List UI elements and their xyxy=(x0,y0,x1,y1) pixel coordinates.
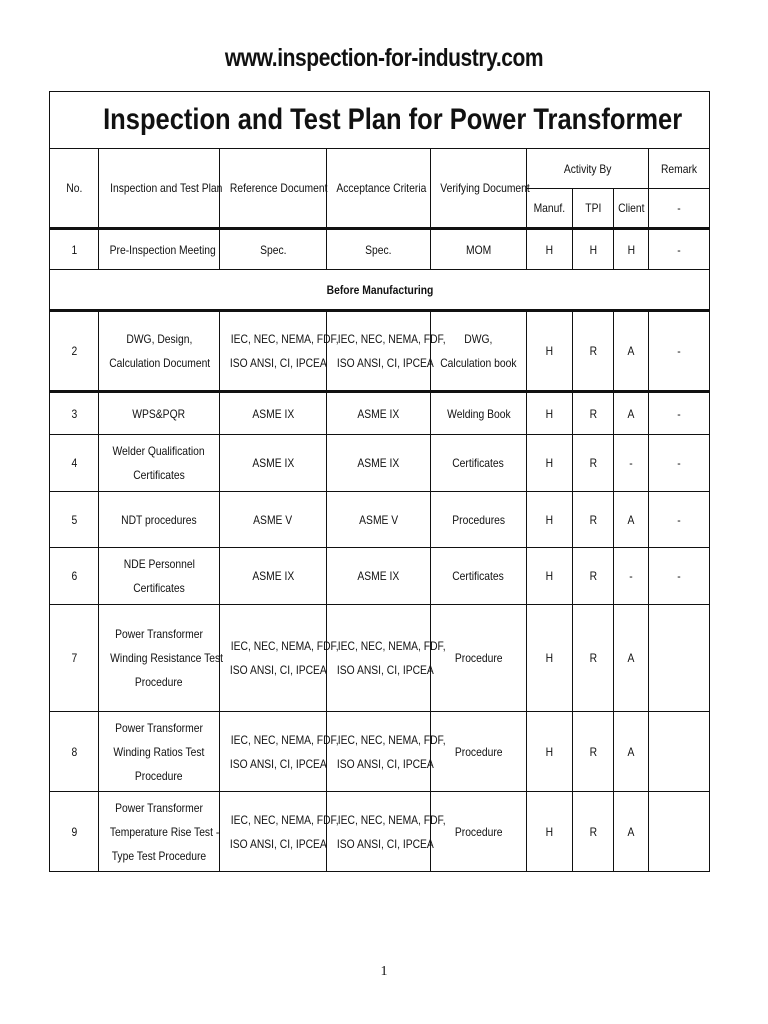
cell-remark xyxy=(649,605,710,712)
cell-verifying: Certificates xyxy=(431,548,527,605)
cell-acceptance: ASME IX xyxy=(327,392,431,435)
cell-tpi: R xyxy=(573,548,614,605)
cell-no: 7 xyxy=(50,605,99,712)
cell-plan: Welder Qualification Certificates xyxy=(99,435,220,492)
cell-acceptance: IEC, NEC, NEMA, FDF, ISO ANSI, CI, IPCEA xyxy=(327,792,431,872)
cell-remark: - xyxy=(649,311,710,392)
cell-reference: IEC, NEC, NEMA, FDF, ISO ANSI, CI, IPCEA xyxy=(220,605,327,712)
cell-no: 8 xyxy=(50,712,99,792)
header-manuf: Manuf. xyxy=(527,189,573,229)
table-row xyxy=(50,548,710,605)
table-row xyxy=(50,492,710,548)
cell-manuf: H xyxy=(527,492,573,548)
cell-acceptance: IEC, NEC, NEMA, FDF, ISO ANSI, CI, IPCEA xyxy=(327,605,431,712)
table-row xyxy=(50,435,710,492)
cell-no: 5 xyxy=(50,492,99,548)
cell-acceptance: ASME V xyxy=(327,492,431,548)
header-verifying: Verifying Document xyxy=(431,149,527,229)
table-row xyxy=(50,605,710,712)
cell-acceptance: IEC, NEC, NEMA, FDF, ISO ANSI, CI, IPCEA xyxy=(327,712,431,792)
cell-client: A xyxy=(614,392,649,435)
cell-plan: WPS&PQR xyxy=(99,392,220,435)
cell-remark: - xyxy=(649,229,710,270)
cell-plan: DWG, Design, Calculation Document xyxy=(99,311,220,392)
cell-client: A xyxy=(614,311,649,392)
cell-manuf: H xyxy=(527,712,573,792)
header-acceptance: Acceptance Criteria xyxy=(327,149,431,229)
header-plan: Inspection and Test Plan xyxy=(99,149,220,229)
table-row xyxy=(50,392,710,435)
cell-reference: ASME V xyxy=(220,492,327,548)
header-remark-sub: - xyxy=(649,189,710,229)
cell-client: A xyxy=(614,712,649,792)
cell-no: 3 xyxy=(50,392,99,435)
cell-client: A xyxy=(614,492,649,548)
cell-remark: - xyxy=(649,492,710,548)
cell-tpi: H xyxy=(573,229,614,270)
cell-client: - xyxy=(614,548,649,605)
cell-verifying: MOM xyxy=(431,229,527,270)
cell-reference: ASME IX xyxy=(220,548,327,605)
cell-plan: Pre-Inspection Meeting xyxy=(99,229,220,270)
cell-tpi: R xyxy=(573,492,614,548)
header-reference: Reference Document xyxy=(220,149,327,229)
cell-remark: - xyxy=(649,392,710,435)
cell-verifying: DWG, Calculation book xyxy=(431,311,527,392)
cell-acceptance: IEC, NEC, NEMA, FDF, ISO ANSI, CI, IPCEA xyxy=(327,311,431,392)
table-row xyxy=(50,792,710,872)
cell-no: 9 xyxy=(50,792,99,872)
cell-acceptance: ASME IX xyxy=(327,435,431,492)
cell-verifying: Certificates xyxy=(431,435,527,492)
cell-no: 6 xyxy=(50,548,99,605)
header-remark: Remark xyxy=(649,149,710,189)
cell-plan: NDE Personnel Certificates xyxy=(99,548,220,605)
cell-tpi: R xyxy=(573,792,614,872)
cell-reference: ASME IX xyxy=(220,435,327,492)
header-tpi: TPI xyxy=(573,189,614,229)
cell-acceptance: Spec. xyxy=(327,229,431,270)
cell-client: - xyxy=(614,435,649,492)
cell-remark: - xyxy=(649,435,710,492)
header-no: No. xyxy=(50,149,99,229)
cell-reference: IEC, NEC, NEMA, FDF, ISO ANSI, CI, IPCEA xyxy=(220,792,327,872)
cell-manuf: H xyxy=(527,548,573,605)
cell-client: A xyxy=(614,605,649,712)
table-row xyxy=(50,712,710,792)
cell-client: A xyxy=(614,792,649,872)
cell-verifying: Procedures xyxy=(431,492,527,548)
page-number: 1 xyxy=(380,964,388,979)
cell-verifying: Procedure xyxy=(431,792,527,872)
cell-tpi: R xyxy=(573,435,614,492)
cell-verifying: Procedure xyxy=(431,605,527,712)
site-url: www.inspection-for-industry.com xyxy=(224,44,544,72)
cell-manuf: H xyxy=(527,792,573,872)
cell-plan: Power Transformer Temperature Rise Test - Type Test Procedure xyxy=(99,792,220,872)
cell-tpi: R xyxy=(573,392,614,435)
table-row xyxy=(50,229,710,270)
table-row xyxy=(50,311,710,392)
cell-no: 4 xyxy=(50,435,99,492)
cell-remark: - xyxy=(649,548,710,605)
cell-tpi: R xyxy=(573,605,614,712)
cell-manuf: H xyxy=(527,311,573,392)
section-header: Before Manufacturing xyxy=(50,270,710,311)
cell-manuf: H xyxy=(527,605,573,712)
cell-remark xyxy=(649,792,710,872)
cell-plan: NDT procedures xyxy=(99,492,220,548)
cell-plan: Power Transformer Winding Resistance Test Procedure xyxy=(99,605,220,712)
cell-plan: Power Transformer Winding Ratios Test Procedure xyxy=(99,712,220,792)
cell-remark xyxy=(649,712,710,792)
cell-tpi: R xyxy=(573,311,614,392)
cell-verifying: Welding Book xyxy=(431,392,527,435)
cell-reference: ASME IX xyxy=(220,392,327,435)
cell-reference: IEC, NEC, NEMA, FDF, ISO ANSI, CI, IPCEA xyxy=(220,712,327,792)
cell-acceptance: ASME IX xyxy=(327,548,431,605)
header-client: Client xyxy=(614,189,649,229)
cell-reference: Spec. xyxy=(220,229,327,270)
cell-reference: IEC, NEC, NEMA, FDF, ISO ANSI, CI, IPCEA xyxy=(220,311,327,392)
cell-no: 2 xyxy=(50,311,99,392)
cell-manuf: H xyxy=(527,435,573,492)
cell-client: H xyxy=(614,229,649,270)
header-activity-by: Activity By xyxy=(527,149,649,189)
cell-manuf: H xyxy=(527,229,573,270)
cell-no: 1 xyxy=(50,229,99,270)
itp-table xyxy=(49,91,710,872)
table-title: Inspection and Test Plan for Power Transformer xyxy=(50,92,710,149)
cell-manuf: H xyxy=(527,392,573,435)
cell-verifying: Procedure xyxy=(431,712,527,792)
cell-tpi: R xyxy=(573,712,614,792)
